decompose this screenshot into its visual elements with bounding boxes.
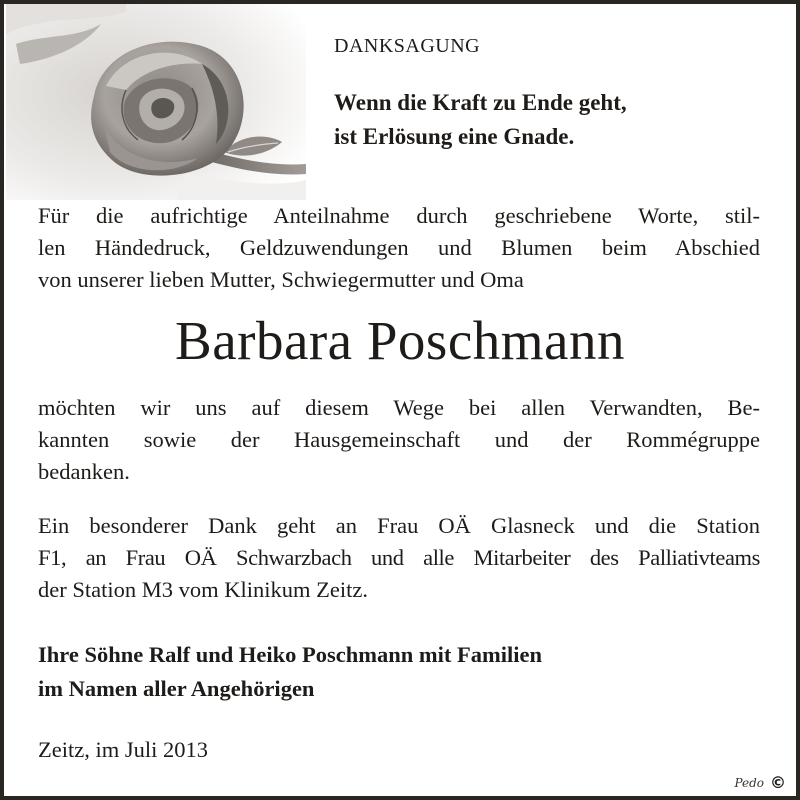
credit (734, 773, 786, 792)
motto-line: ist Erlösung eine Gnade. (334, 124, 575, 149)
intro-line: Für die aufrichtige Anteilnahme durch geschriebene Worte, stil- (38, 203, 760, 228)
special-thanks-line: Ein besonderer Dank geht an Frau OÄ Glasneck und die Station (38, 513, 760, 538)
signature (38, 638, 542, 706)
special-thanks-paragraph (38, 510, 760, 606)
intro-paragraph (38, 200, 760, 296)
place-date: Zeitz, im Juli 2013 (38, 737, 208, 762)
thanks-line: kannten sowie der Hausgemeinschaft und der Rommégruppe (38, 427, 760, 452)
special-thanks-line: F1, an Frau OÄ Schwarzbach und alle Mitarbeiter des Palliativteams (38, 545, 760, 570)
thanks-line: möchten wir uns auf diesem Wege bei allen Verwandten, Be- (38, 395, 760, 420)
designer-credit: Pedo (734, 775, 764, 790)
intro-line: von unserer lieben Mutter, Schwiegermutter und Oma (38, 267, 524, 292)
thanks-line: bedanken. (38, 459, 130, 484)
thanks-paragraph (38, 392, 760, 488)
deceased-name: Barbara Poschmann (175, 310, 625, 371)
copyright-icon: © (770, 773, 786, 792)
motto (334, 86, 627, 154)
special-thanks-line: der Station M3 vom Klinikum Zeitz. (38, 577, 368, 602)
rose-image (6, 4, 306, 200)
intro-line: len Händedruck, Geldzuwendungen und Blumen beim Abschied (38, 235, 760, 260)
heading-danksagung: DANKSAGUNG (334, 35, 481, 57)
signature-line: im Namen aller Angehörigen (38, 676, 315, 701)
motto-line: Wenn die Kraft zu Ende geht, (334, 90, 627, 115)
signature-line: Ihre Söhne Ralf und Heiko Poschmann mit Familien (38, 642, 543, 667)
